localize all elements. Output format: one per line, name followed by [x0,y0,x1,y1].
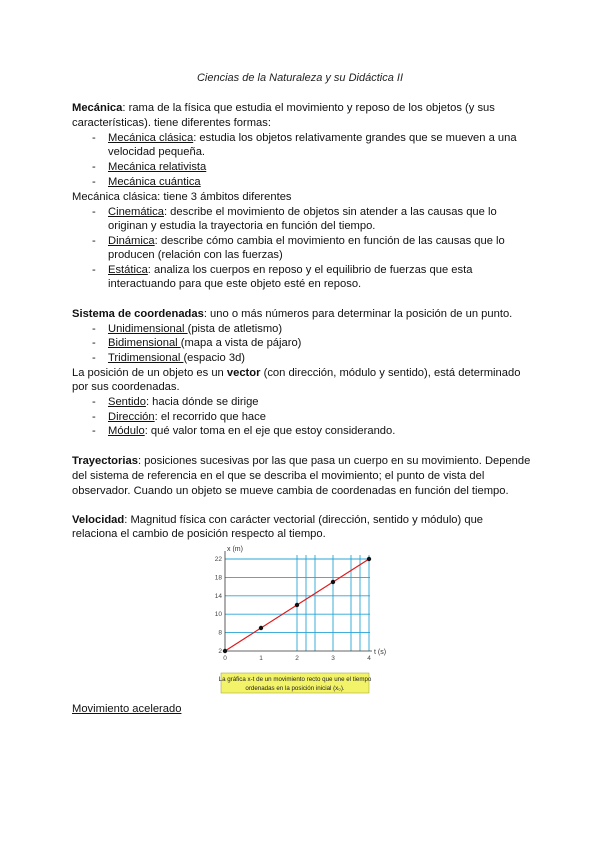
y-tick-label: 2 [218,648,222,655]
bullet-dash: - [92,352,96,364]
footer-text: Movimiento acelerado [72,703,182,715]
mecanica-def-line-2: características). tiene diferentes formas: [72,117,271,129]
term: Sentido [108,396,146,408]
vector-word: vector [226,367,261,379]
footer-heading [72,702,181,717]
chart-axes [225,551,372,651]
data-point [223,649,227,653]
list-item-cont: velocidad pequeña. [108,146,206,158]
list-item-cont: producen (relación con las fuerzas) [108,249,283,261]
item-text: (pista de atletismo) [187,323,283,335]
x-axis-label: t (s) [374,649,387,656]
list-item-cont: interactuando para que este objeto esté en reposo. [108,278,362,290]
sistema-title: Sistema de coordenadas [72,308,204,320]
y-tick-label: 18 [214,574,222,582]
data-point [259,626,263,630]
term: Mecánica clásica [108,132,194,144]
list-item [108,160,206,175]
bullet-dash: - [92,264,96,276]
item-text: : estudia los objetos relativamente grandes que se mueven a una [193,132,517,144]
item-text: : qué valor toma en el eje que estoy considerando. [144,425,396,437]
item-text: : analiza los cuerpos en reposo y el equilibrio de fuerzas que esta [147,264,473,276]
item-text: (espacio 3d) [183,352,246,364]
trayectorias-title: Trayectorias [72,455,138,467]
bullet-dash: - [92,132,96,144]
mecanica-def-line-1 [72,101,495,116]
list-item [108,234,505,249]
x-tick-label: 2 [295,655,299,662]
y-tick-label: 10 [214,611,222,619]
clasica-intro: Mecánica clásica: tiene 3 ámbitos diferentes [72,191,292,203]
list-item [108,263,472,278]
list-item [108,351,245,366]
vector-pre: La posición de un objeto es un [72,367,227,379]
y-tick-label: 8 [218,629,222,637]
trayectorias-line-3: observador. Cuando un objeto se mueve cambia de coordenadas en función del tiempo. [72,485,509,497]
bullet-dash: - [92,337,96,349]
x-tick-label: 0 [223,655,227,662]
y-tick-label: 14 [214,592,222,600]
data-point [331,580,335,584]
bullet-dash: - [92,176,96,188]
mecanica-title: Mecánica [72,102,123,114]
chart-caption-line-1: La gráfica x-t de un movimiento recto que une el tiempo [218,676,372,683]
velocidad-line-2: relaciona el cambio de posición respecto al tiempo. [72,528,326,540]
term: Dirección [108,411,155,423]
document-header: Ciencias de la Naturaleza y su Didáctica II [196,72,404,84]
vector-cont: por sus coordenadas. [72,381,180,393]
vector-line [72,366,520,381]
item-text: : describe el movimiento de objetos sin atender a las causas que lo [163,206,497,218]
list-item [108,205,497,220]
vector-post: (con dirección, módulo y sentido), está determinado [260,367,521,379]
list-item [108,322,282,337]
data-point [367,557,371,561]
item-text: (mapa a vista de pájaro) [180,337,302,349]
x-tick-label: 1 [259,655,263,662]
list-item [108,424,395,439]
bullet-dash: - [92,411,96,423]
trayectorias-line-2: del sistema de referencia en el que se describa el movimiento; el punto de vista del [72,470,485,482]
velocidad-title: Velocidad [72,514,125,526]
list-item [108,131,517,146]
term: Unidimensional [108,323,188,335]
velocity-chart [0,545,600,705]
bullet-dash: - [92,206,96,218]
velocidad-line-1 [72,513,483,528]
x-tick-label: 4 [367,655,371,662]
term: Módulo [108,425,145,437]
term: Bidimensional [108,337,181,349]
term: Cinemática [108,206,164,218]
mecanica-def1: : rama de la física que estudia el movimiento y reposo de los objetos (y sus [122,102,495,114]
data-point [295,603,299,607]
term: Dinámica [108,235,155,247]
sistema-def [72,307,512,322]
item-text: : describe cómo cambia el movimiento en función de las causas que lo [154,235,505,247]
term: Mecánica relativista [108,161,207,173]
bullet-dash: - [92,161,96,173]
term: Mecánica cuántica [108,176,201,188]
y-tick-label: 22 [214,556,222,563]
bullet-dash: - [92,323,96,335]
bullet-dash: - [92,235,96,247]
sistema-def-text: : uno o más números para determinar la posición de un punto. [203,308,513,320]
item-text: : el recorrido que hace [154,411,266,423]
list-item [108,410,266,425]
list-item [108,395,259,410]
list-item [108,336,301,351]
trayectorias-text: : posiciones sucesivas por las que pasa un cuerpo en su movimiento. Depende [137,455,531,467]
list-item-cont: originan y estudia la trayectoria en función del tiempo. [108,220,376,232]
trayectorias-line-1 [72,454,530,469]
list-item [108,175,201,190]
bullet-dash: - [92,425,96,437]
term: Estática [108,264,148,276]
velocidad-text: : Magnitud física con carácter vectorial (dirección, sentido y módulo) que [124,514,484,526]
item-text: : hacia dónde se dirige [145,396,259,408]
chart-caption-line-2: ordenadas en la posición inicial (x₀). [245,685,345,692]
y-axis-label: x (m) [227,546,243,553]
term: Tridimensional [108,352,184,364]
bullet-dash: - [92,396,96,408]
x-tick-label: 3 [331,655,335,662]
